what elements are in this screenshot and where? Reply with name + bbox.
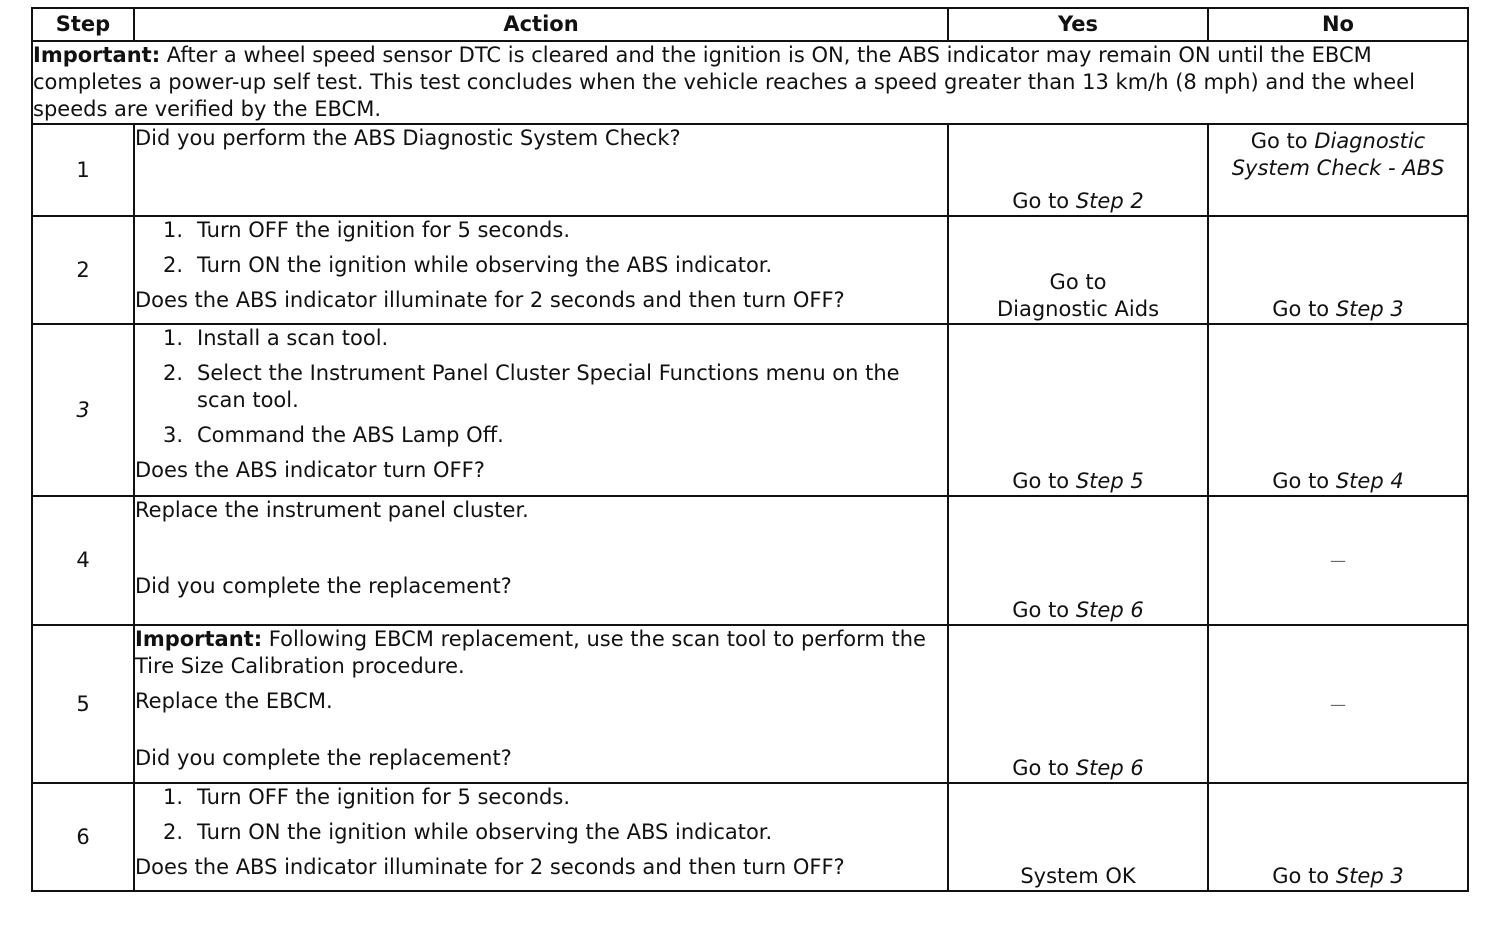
table-row (32, 783, 1468, 891)
yes-prefix: Go to (1012, 189, 1076, 213)
no-link[interactable]: Step 3 (1335, 297, 1404, 321)
substep-number: 2. (163, 820, 184, 844)
question-text: Did you complete the replacement? (135, 746, 512, 770)
no-link[interactable]: Diagnostic System Check - ABS (1231, 129, 1445, 180)
not-applicable-dash: — (1330, 694, 1346, 714)
yes-cell[interactable] (948, 324, 1208, 496)
substep-number: 1. (163, 326, 184, 350)
no-link[interactable]: Step 4 (1335, 469, 1404, 493)
table-row (32, 496, 1468, 625)
action-cell (134, 124, 948, 216)
list-item (163, 360, 947, 414)
substep-list (135, 784, 947, 846)
no-prefix: Go to (1272, 469, 1336, 493)
substep-number: 1. (163, 785, 184, 809)
yes-link[interactable]: Step 6 (1075, 598, 1144, 622)
header-row (32, 8, 1468, 41)
substep-text: Turn ON the ignition while observing the ABS indicator. (197, 253, 773, 277)
question-text: Did you complete the replacement? (135, 574, 512, 598)
substep-text: Install a scan tool. (197, 326, 389, 350)
yes-link[interactable]: Step 6 (1075, 756, 1144, 780)
no-cell[interactable] (1208, 216, 1468, 324)
yes-link[interactable]: Diagnostic Aids (996, 297, 1160, 321)
no-header: No (1208, 8, 1468, 41)
step-number: 1 (32, 124, 134, 216)
list-item (163, 819, 947, 846)
yes-link[interactable]: Step 5 (1075, 469, 1144, 493)
list-item (163, 784, 947, 811)
no-prefix: Go to (1272, 864, 1336, 888)
step-important-note (135, 626, 947, 680)
yes-header: Yes (948, 8, 1208, 41)
no-cell[interactable] (1208, 324, 1468, 496)
substep-text: Turn OFF the ignition for 5 seconds. (197, 218, 571, 242)
yes-cell[interactable] (948, 216, 1208, 324)
not-applicable-dash: — (1330, 551, 1346, 571)
table-row (32, 216, 1468, 324)
substep-number: 1. (163, 218, 184, 242)
question-text: Does the ABS indicator turn OFF? (135, 458, 485, 482)
step-number: 6 (32, 783, 134, 891)
action-cell (134, 625, 948, 783)
substep-text: Turn OFF the ignition for 5 seconds. (197, 785, 571, 809)
action-cell (134, 496, 948, 625)
substep-list (135, 217, 947, 279)
important-label: Important: (135, 627, 263, 651)
substep-text: Select the Instrument Panel Cluster Special Functions menu on the scan tool. (197, 361, 900, 412)
list-item (163, 325, 947, 352)
action-header: Action (134, 8, 948, 41)
list-item (163, 217, 947, 244)
yes-prefix: Go to (1012, 598, 1076, 622)
substep-number: 2. (163, 253, 184, 277)
substep-text: Command the ABS Lamp Off. (197, 423, 504, 447)
yes-line-1: Go to (1049, 270, 1107, 294)
step-number: 4 (32, 496, 134, 625)
substep-number: 3. (163, 423, 184, 447)
yes-cell[interactable] (948, 124, 1208, 216)
instruction-text: Replace the EBCM. (135, 689, 333, 713)
yes-cell[interactable] (948, 625, 1208, 783)
no-cell (1208, 625, 1468, 783)
step-header: Step (32, 8, 134, 41)
table-row (32, 324, 1468, 496)
important-text: Following EBCM replacement, use the scan tool to perform the Tire Size Calibration procedure. (135, 627, 926, 678)
instruction-text: Replace the instrument panel cluster. (135, 498, 529, 522)
substep-text: Turn ON the ignition while observing the ABS indicator. (197, 820, 773, 844)
substep-list (135, 325, 947, 449)
important-note-row (32, 41, 1468, 124)
list-item (163, 422, 947, 449)
action-cell (134, 216, 948, 324)
no-cell[interactable] (1208, 124, 1468, 216)
substep-number: 2. (163, 361, 184, 385)
action-cell (134, 783, 948, 891)
yes-prefix: Go to (1012, 756, 1076, 780)
diagnostic-table (31, 7, 1469, 892)
no-cell[interactable] (1208, 783, 1468, 891)
no-cell (1208, 496, 1468, 625)
step-number: 5 (32, 625, 134, 783)
step-number: 2 (32, 216, 134, 324)
yes-result-text: System OK (1020, 864, 1136, 888)
yes-link[interactable]: Step 2 (1075, 189, 1144, 213)
important-label: Important: (33, 43, 161, 67)
question-text: Does the ABS indicator illuminate for 2 seconds and then turn OFF? (135, 855, 845, 879)
table-row (32, 625, 1468, 783)
yes-cell[interactable] (948, 496, 1208, 625)
question-text: Did you perform the ABS Diagnostic System Check? (135, 126, 681, 150)
list-item (163, 252, 947, 279)
question-text: Does the ABS indicator illuminate for 2 seconds and then turn OFF? (135, 288, 845, 312)
step-number: 3 (32, 324, 134, 496)
table-row (32, 124, 1468, 216)
important-note (32, 41, 1468, 124)
action-cell (134, 324, 948, 496)
no-link[interactable]: Step 3 (1335, 864, 1404, 888)
important-text: After a wheel speed sensor DTC is cleared and the ignition is ON, the ABS indicator may remain ON until the EBCM completes a power-up self test. This test concludes when the vehicle reaches a speed greater than 13 km/h (8 mph) and the wheel speeds are verified by the EBCM. (33, 43, 1415, 121)
yes-prefix: Go to (1012, 469, 1076, 493)
no-prefix: Go to (1250, 129, 1315, 153)
yes-cell (948, 783, 1208, 891)
no-prefix: Go to (1272, 297, 1336, 321)
